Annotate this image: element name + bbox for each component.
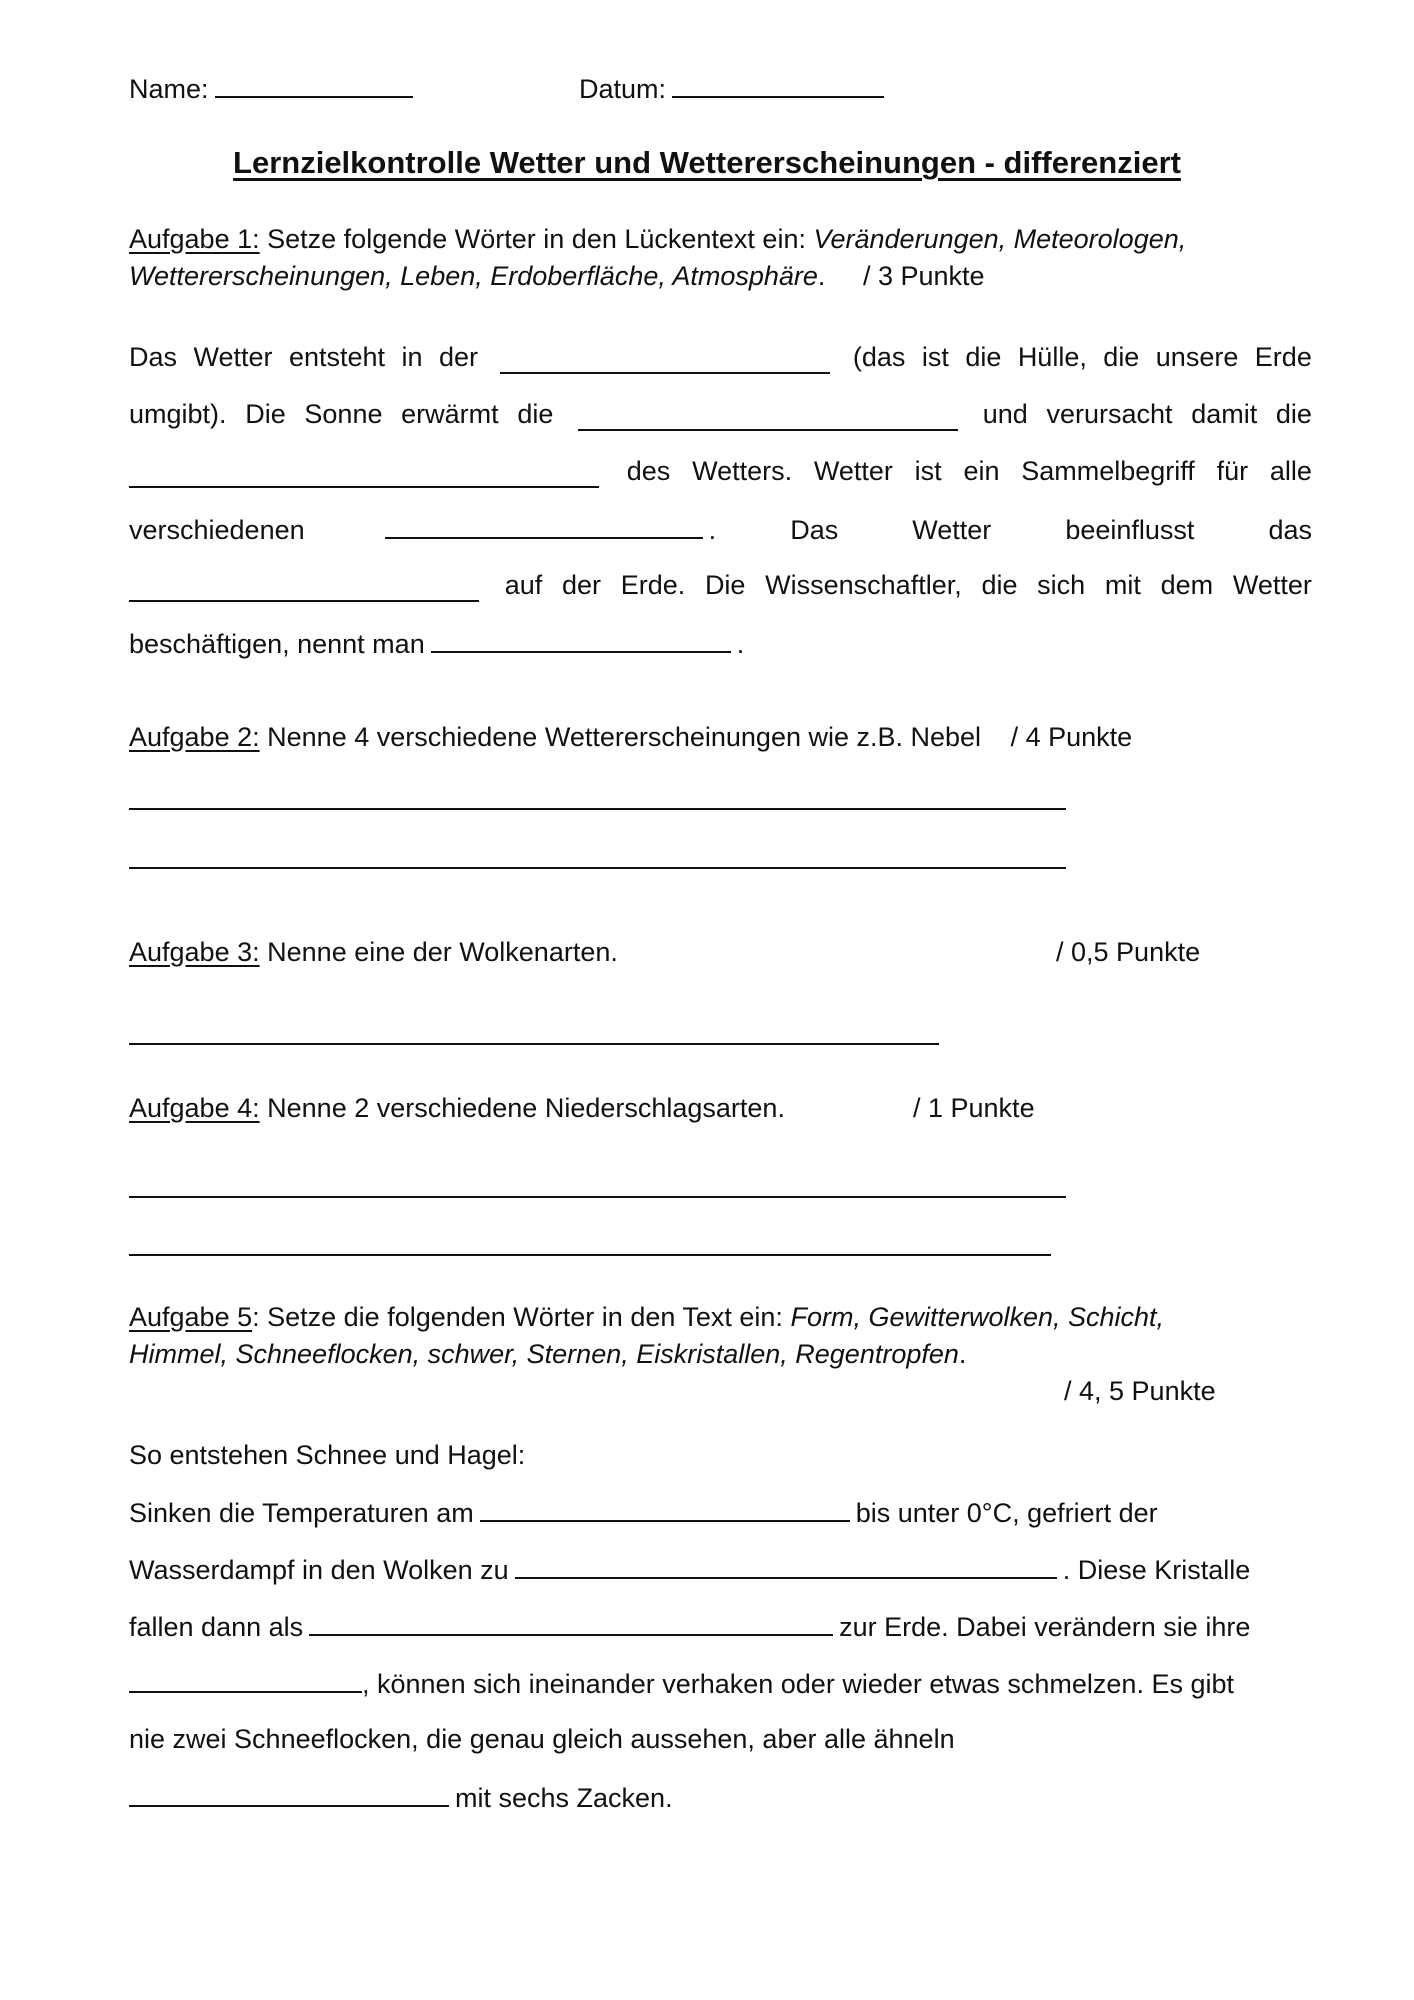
task4-row [129,1091,785,1125]
word: die [1103,342,1140,372]
task5-words-line2: Himmel, Schneeflocken, schwer, Sternen, Eiskristallen, Regentropfen [129,1339,959,1369]
task1-text-line5 [129,568,1312,602]
gap-blank-7[interactable] [480,1494,850,1522]
word: Sinken die Temperaturen am [129,1498,474,1528]
word: verursacht [1046,399,1173,429]
word: Erde. [620,570,686,600]
word: Die [245,399,286,429]
gap-blank-2[interactable] [578,403,958,431]
word: Wetter [813,456,893,486]
task3-points: / 0,5 Punkte [1056,937,1201,967]
word: mit [1104,570,1141,600]
gap-blank-10[interactable] [129,1665,362,1693]
word: Wetters. [692,456,793,486]
task2-points: / 4 Punkte [1010,722,1133,752]
task1-instruction-line2 [129,259,985,293]
word: die [965,342,1002,372]
word: ein [963,456,1000,486]
word: die [1275,399,1312,429]
task5-text-line6 [129,1779,673,1815]
word: alle [1269,456,1312,486]
word: das [1268,515,1312,545]
word: auf [504,570,543,600]
word: sich [1037,570,1086,600]
task5-points: / 4, 5 Punkte [1064,1376,1216,1406]
gap-blank-3[interactable] [129,460,599,488]
word: fallen dann als [129,1612,304,1642]
word: verschiedenen [129,515,305,545]
word: Hülle, [1017,342,1087,372]
date-blank[interactable] [672,70,884,98]
word: , können sich ineinander verhaken oder wieder etwas schmelzen. Es gibt [362,1669,1234,1699]
word: des [626,456,671,486]
word: damit [1191,399,1258,429]
gap-blank-9[interactable] [309,1608,833,1636]
task5-text-line5: nie zwei Schneeflocken, die genau gleich aussehen, aber alle ähneln [129,1724,955,1754]
task5-subtitle: So entstehen Schnee und Hagel: [129,1440,526,1470]
word: Die [704,570,746,600]
gap-blank-6[interactable] [431,625,731,653]
gap-blank-1[interactable] [500,346,830,374]
name-blank[interactable] [215,70,413,98]
task3-row [129,935,618,969]
task1-text-line4 [129,511,1312,547]
task4-answer-line-1[interactable] [129,1196,1066,1198]
name-row [129,70,419,106]
task5-instruction-line2 [129,1337,966,1371]
task5-label: Aufgabe 5 [129,1302,253,1332]
task1-label: Aufgabe 1: [129,224,260,254]
task1-words-line1: Veränderungen, Meteorologen, [813,224,1187,254]
gap-blank-11[interactable] [129,1779,449,1807]
word: . Diese Kristalle [1062,1555,1251,1585]
task3-answer-line[interactable] [129,1043,939,1045]
task1-text-line1 [129,340,1312,374]
word: Wetter [193,342,273,372]
date-label: Datum: [579,74,667,104]
task2-instruction: Nenne 4 verschiedene Wettererscheinungen wie z.B. Nebel [267,722,982,752]
date-row [579,70,890,106]
gap-blank-4[interactable] [385,511,703,539]
task2-row [129,720,1132,754]
task2-answer-line-1[interactable] [129,808,1066,810]
word: der [561,570,601,600]
task5-instruction-line1 [129,1300,1164,1334]
word: dem [1160,570,1214,600]
task5-text-line2 [129,1551,1250,1587]
word: beeinflusst [1065,515,1195,545]
page-title: Lernzielkontrolle Wetter und Wettererscheinungen - differenziert [233,145,1181,180]
task4-instruction: Nenne 2 verschiedene Niederschlagsarten. [267,1093,785,1123]
name-label: Name: [129,74,209,104]
word: Erde [1254,342,1312,372]
task1-text-line3 [129,454,1312,488]
task4-label: Aufgabe 4: [129,1093,260,1123]
word: Sammelbegriff [1021,456,1195,486]
task4-answer-line-2[interactable] [129,1254,1051,1256]
task5-instruction: : Setze die folgenden Wörter in den Text ein: [252,1302,783,1332]
task1-words-end: . [817,261,826,291]
task5-words-line1: Form, Gewitterwolken, Schicht, [790,1302,1165,1332]
task1-instruction: Setze folgende Wörter in den Lückentext ein: [267,224,806,254]
gap-blank-8[interactable] [515,1551,1057,1579]
word: unsere [1155,342,1239,372]
word: . [708,515,717,545]
word: beschäftigen, nennt man [129,629,425,659]
task1-text-line6 [129,625,744,661]
word: für [1216,456,1249,486]
word: . [736,629,745,659]
task1-points: / 3 Punkte [862,261,985,291]
word: bis unter 0°C, gefriert der [855,1498,1158,1528]
word: umgibt). [129,399,227,429]
task1-instruction-line1 [129,222,1186,256]
word: Wissenschaftler, [765,570,962,600]
task1-text-line2 [129,397,1312,431]
word: ist [921,342,949,372]
task3-instruction: Nenne eine der Wolkenarten. [267,937,618,967]
word: die [517,399,554,429]
word: Wetter [1232,570,1312,600]
task3-label: Aufgabe 3: [129,937,260,967]
word: zur Erde. Dabei verändern sie ihre [839,1612,1251,1642]
word: Das [129,342,178,372]
word: erwärmt [401,399,499,429]
gap-blank-5[interactable] [129,574,479,602]
word: der [438,342,478,372]
task1-words-line2: Wettererscheinungen, Leben, Erdoberfläche, Atmosphäre [129,261,818,291]
task2-answer-line-2[interactable] [129,867,1066,869]
word: Das [790,515,839,545]
task5-text-line4 [129,1665,1234,1701]
word: entsteht [288,342,386,372]
task2-label: Aufgabe 2: [129,722,260,752]
word: (das [852,342,906,372]
word: mit sechs Zacken. [455,1783,673,1813]
task5-text-line3 [129,1608,1250,1644]
word: die [981,570,1018,600]
word: in [401,342,423,372]
word: Sonne [304,399,383,429]
word: Wetter [912,515,992,545]
word: Wasserdampf in den Wolken zu [129,1555,509,1585]
word: ist [914,456,942,486]
task5-words-end: . [958,1339,967,1369]
word: und [982,399,1028,429]
task4-points: / 1 Punkte [913,1093,1035,1123]
task5-text-line1 [129,1494,1158,1530]
